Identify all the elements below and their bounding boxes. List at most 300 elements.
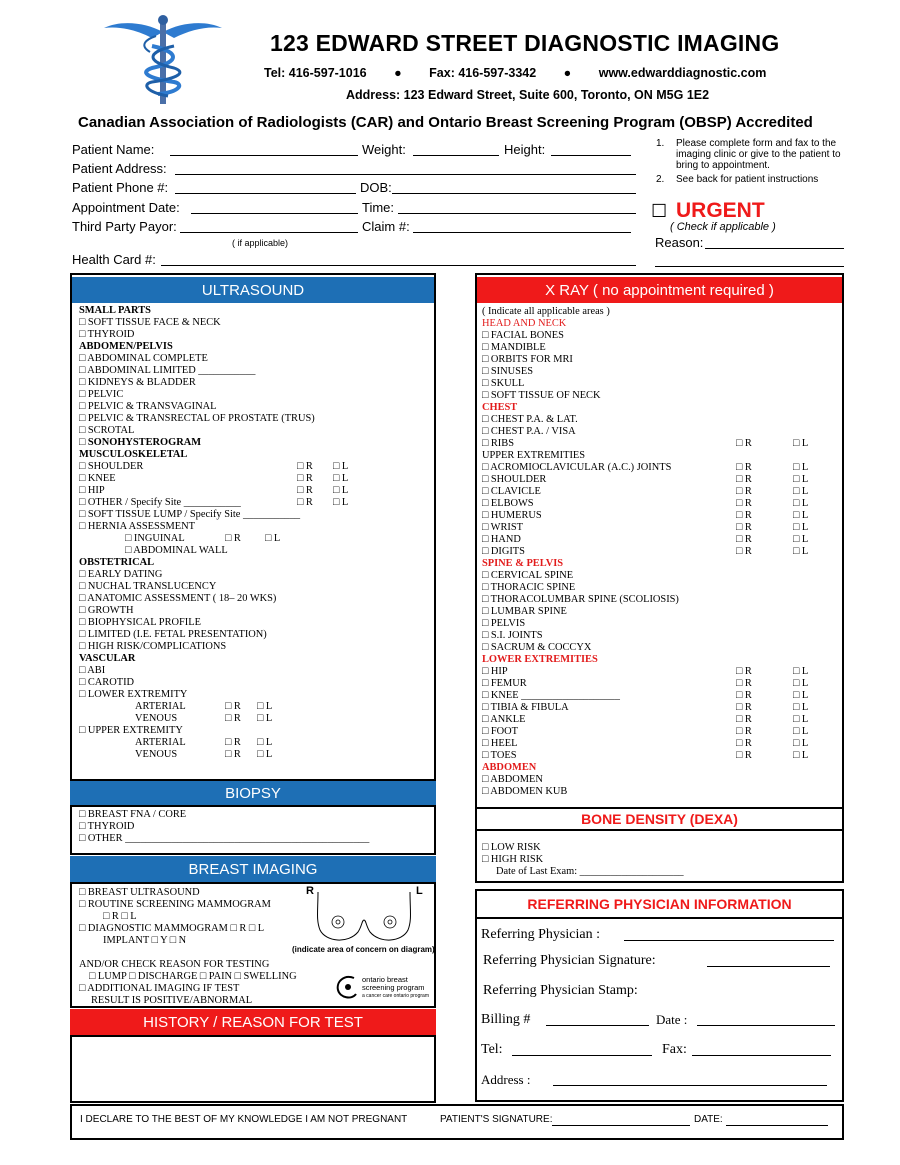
- patient-address-field[interactable]: [175, 174, 636, 175]
- clinic-phone: Tel: 416-597-1016: [264, 66, 367, 80]
- right-side-checkbox[interactable]: □ R: [736, 498, 752, 509]
- right-side-checkbox[interactable]: □ R: [736, 714, 752, 725]
- item-label: □ MANDIBLE: [482, 342, 546, 353]
- weight-label: Weight:: [362, 142, 406, 157]
- right-side-checkbox[interactable]: □ R: [736, 474, 752, 485]
- accreditation-line: Canadian Association of Radiologists (CAR) and Ontario Breast Screening Program (OBSP) Accredited: [78, 114, 813, 131]
- item-label: HEAD AND NECK: [482, 318, 567, 329]
- checkbox-item[interactable]: [79, 923, 319, 935]
- checkbox-item[interactable]: [79, 533, 429, 545]
- item-label: ABDOMEN: [482, 762, 537, 773]
- biopsy-header: BIOPSY: [70, 781, 436, 805]
- item-label: □ INGUINAL: [125, 533, 185, 544]
- left-side-checkbox[interactable]: □ L: [793, 738, 809, 749]
- item-label: □ THORACOLUMBAR SPINE (SCOLIOSIS): [482, 594, 679, 605]
- referring-header: REFERRING PHYSICIAN INFORMATION: [477, 891, 842, 919]
- left-side-checkbox[interactable]: □ L: [333, 485, 349, 496]
- item-label: VASCULAR: [79, 653, 136, 664]
- item-label: □ HUMERUS: [482, 510, 542, 521]
- diagram-right-label: R: [306, 885, 314, 897]
- section-heading: [79, 959, 319, 971]
- clinic-fax: Fax: 416-597-3342: [429, 66, 537, 80]
- right-side-checkbox[interactable]: □ R: [736, 522, 752, 533]
- clinic-website[interactable]: www.edwarddiagnostic.com: [598, 66, 767, 80]
- checkbox-item[interactable]: [79, 581, 429, 593]
- right-side-checkbox[interactable]: □ R: [297, 497, 313, 508]
- xray-header: X RAY ( no appointment required ): [477, 277, 842, 303]
- checkbox-item[interactable]: [79, 665, 429, 677]
- referring-tel-field[interactable]: [512, 1055, 652, 1056]
- checkbox-item[interactable]: [482, 702, 837, 714]
- ultrasound-list: [79, 305, 429, 761]
- item-label: ARTERIAL: [135, 701, 186, 712]
- item-label: □ ROUTINE SCREENING MAMMOGRAM: [79, 899, 271, 910]
- instruction-number: 2.: [656, 174, 665, 185]
- patient-name-label: Patient Name:: [72, 142, 155, 157]
- item-label: SPINE & PELVIS: [482, 558, 564, 569]
- item-label: □ KNEE: [79, 473, 116, 484]
- clinic-address: Address: 123 Edward Street, Suite 600, Toronto, ON M5G 1E2: [346, 88, 710, 102]
- checkbox-item[interactable]: [482, 570, 837, 582]
- checkbox-item[interactable]: [79, 887, 319, 899]
- item-label: □ SOFT TISSUE OF NECK: [482, 390, 601, 401]
- item-label: SMALL PARTS: [79, 305, 151, 316]
- right-side-checkbox[interactable]: □ R: [297, 473, 313, 484]
- right-side-checkbox[interactable]: □ R: [736, 750, 752, 761]
- item-label: □ NUCHAL TRANSLUCENCY: [79, 581, 217, 592]
- referring-physician-label: Referring Physician :: [481, 927, 600, 942]
- item-label: □ CERVICAL SPINE: [482, 570, 574, 581]
- checkbox-item[interactable]: [482, 678, 837, 690]
- ultrasound-header: ULTRASOUND: [72, 277, 434, 303]
- item-label: □ WRIST: [482, 522, 524, 533]
- caduceus-logo: [100, 12, 226, 108]
- section-heading: [79, 437, 429, 449]
- weight-field[interactable]: [413, 155, 499, 156]
- item-label: □ ABDOMINAL COMPLETE: [79, 353, 208, 364]
- referring-address-field[interactable]: [553, 1085, 827, 1086]
- checkbox-item[interactable]: [482, 582, 837, 594]
- health-card-label: Health Card #:: [72, 252, 156, 267]
- checkbox-item[interactable]: [79, 983, 319, 995]
- checkbox-item[interactable]: [79, 329, 429, 341]
- breast-diagram[interactable]: [312, 890, 416, 944]
- item-label: □ HIP: [482, 666, 508, 677]
- left-side-checkbox[interactable]: □ L: [793, 510, 809, 521]
- right-side-checkbox[interactable]: □ R: [736, 534, 752, 545]
- right-side-checkbox[interactable]: □ R: [736, 510, 752, 521]
- item-label: □ UPPER EXTREMITY: [79, 725, 183, 736]
- item-label: MUSCULOSKELETAL: [79, 449, 188, 460]
- checkbox-item[interactable]: [482, 546, 837, 558]
- checkbox-item[interactable]: [79, 677, 429, 689]
- separator-bullet: ●: [394, 66, 402, 80]
- item-label: □ SACRUM & COCCYX: [482, 642, 592, 653]
- diagram-left-label: L: [416, 885, 423, 897]
- item-label: □ HIGH RISK: [482, 854, 544, 865]
- checkbox-item[interactable]: [79, 725, 429, 737]
- patient-signature-field[interactable]: [552, 1125, 690, 1126]
- checkbox-item[interactable]: [482, 438, 837, 450]
- referring-fax-field[interactable]: [692, 1055, 831, 1056]
- referring-address-label: Address :: [481, 1072, 531, 1087]
- item-label: □ PELVIC & TRANSVAGINAL: [79, 401, 217, 412]
- checkbox-item[interactable]: [79, 617, 429, 629]
- section-heading: [482, 318, 837, 330]
- item-label: □ TIBIA & FIBULA: [482, 702, 569, 713]
- patient-phone-label: Patient Phone #:: [72, 180, 169, 195]
- item-label: ABDOMEN/PELVIS: [79, 341, 173, 352]
- left-side-checkbox[interactable]: □ L: [793, 666, 809, 677]
- checkbox-item[interactable]: [79, 569, 429, 581]
- left-side-checkbox[interactable]: □ L: [333, 473, 349, 484]
- item-label: □ OTHER / Specify Site ___________: [79, 497, 241, 508]
- section-heading: [482, 558, 837, 570]
- left-side-checkbox[interactable]: □ L: [793, 726, 809, 737]
- item-label: □ PELVIS: [482, 618, 526, 629]
- checkbox-item[interactable]: [482, 714, 837, 726]
- dexa-list: [482, 842, 837, 878]
- referring-stamp-label: Referring Physician Stamp:: [483, 983, 638, 998]
- item-label: □ GROWTH: [79, 605, 134, 616]
- item-label: □ DIGITS: [482, 546, 525, 557]
- checkbox-item[interactable]: [482, 642, 837, 654]
- referring-fax-label: Fax:: [662, 1042, 687, 1057]
- item-label: IMPLANT □ Y □ N: [103, 935, 187, 946]
- checkbox-item[interactable]: [482, 594, 837, 606]
- checkbox-item[interactable]: [79, 353, 429, 365]
- height-field[interactable]: [551, 155, 631, 156]
- height-label: Height:: [504, 142, 546, 157]
- history-field[interactable]: [70, 1035, 436, 1103]
- item-label: □ LOW RISK: [482, 842, 541, 853]
- left-side-checkbox[interactable]: □ L: [793, 486, 809, 497]
- instruction-1: Please complete form and fax to the imaging clinic or give to the patient to bring to appointment.: [676, 138, 841, 171]
- breast-imaging-list: [79, 887, 319, 1007]
- item-label: □ LUMP □ DISCHARGE □ PAIN □ SWELLING: [89, 971, 297, 982]
- section-heading: [482, 866, 837, 878]
- item-label: □ HAND: [482, 534, 521, 545]
- checkbox-item[interactable]: [482, 630, 837, 642]
- left-side-checkbox[interactable]: □ L: [793, 534, 809, 545]
- checkbox-item[interactable]: [79, 971, 319, 983]
- checkbox-item[interactable]: [482, 738, 837, 750]
- right-side-checkbox[interactable]: □ R: [736, 726, 752, 737]
- section-heading: [482, 306, 837, 318]
- footer-date-label: DATE:: [694, 1114, 723, 1125]
- section-heading: [79, 557, 429, 569]
- item-label: VENOUS: [135, 749, 178, 760]
- item-label: □ SKULL: [482, 378, 525, 389]
- right-side-checkbox[interactable]: □ R: [736, 678, 752, 689]
- checkbox-item[interactable]: [79, 605, 429, 617]
- item-label: OBSTETRICAL: [79, 557, 155, 568]
- instruction-2: See back for patient instructions: [676, 174, 819, 185]
- left-side-checkbox[interactable]: □ L: [793, 714, 809, 725]
- item-label: □ LOWER EXTREMITY: [79, 689, 188, 700]
- left-side-checkbox[interactable]: □ L: [333, 497, 349, 508]
- checkbox-item[interactable]: [79, 461, 429, 473]
- right-side-checkbox[interactable]: □ R: [225, 533, 241, 544]
- pregnancy-declaration: I DECLARE TO THE BEST OF MY KNOWLEDGE I AM NOT PREGNANT: [80, 1114, 408, 1125]
- checkbox-item[interactable]: [482, 690, 837, 702]
- section-heading: [79, 305, 429, 317]
- item-label: □ CHEST P.A. / VISA: [482, 426, 576, 437]
- item-label: □ ABI: [79, 665, 106, 676]
- checkbox-item[interactable]: [79, 521, 429, 533]
- left-side-checkbox[interactable]: □ L: [793, 750, 809, 761]
- item-label: RESULT IS POSITIVE/ABNORMAL: [91, 995, 253, 1006]
- left-side-checkbox[interactable]: □ L: [793, 702, 809, 713]
- item-label: □ ACROMIOCLAVICULAR (A.C.) JOINTS: [482, 462, 672, 473]
- checkbox-item[interactable]: [79, 497, 429, 509]
- dob-label: DOB:: [360, 180, 392, 195]
- checkbox-item[interactable]: [482, 330, 837, 342]
- checkbox-item[interactable]: [482, 750, 837, 762]
- checkbox-item[interactable]: [79, 389, 429, 401]
- referring-signature-field[interactable]: [707, 966, 830, 967]
- left-side-checkbox[interactable]: □ L: [793, 474, 809, 485]
- section-heading: [79, 947, 319, 959]
- left-side-checkbox[interactable]: □ L: [257, 713, 273, 724]
- checkbox-item[interactable]: [482, 606, 837, 618]
- left-side-checkbox[interactable]: □ L: [257, 701, 273, 712]
- urgent-reason-field-2[interactable]: [655, 266, 844, 267]
- urgent-label: URGENT: [676, 199, 765, 222]
- footer-date-field[interactable]: [726, 1125, 828, 1126]
- left-side-checkbox[interactable]: □ L: [793, 678, 809, 689]
- left-side-checkbox[interactable]: □ L: [265, 533, 281, 544]
- checkbox-item[interactable]: [482, 474, 837, 486]
- item-label: CHEST: [482, 402, 518, 413]
- right-side-checkbox[interactable]: □ R: [736, 546, 752, 557]
- item-label: □ SINUSES: [482, 366, 534, 377]
- breast-imaging-header: BREAST IMAGING: [70, 856, 436, 882]
- item-label: UPPER EXTREMITIES: [482, 450, 586, 461]
- item-label: □ S.I. JOINTS: [482, 630, 543, 641]
- item-label: □ SOFT TISSUE FACE & NECK: [79, 317, 221, 328]
- checkbox-item[interactable]: [482, 618, 837, 630]
- checkbox-item[interactable]: [482, 498, 837, 510]
- right-side-checkbox[interactable]: □ R: [736, 666, 752, 677]
- checkbox-item[interactable]: [79, 593, 429, 605]
- obsp-name-line-1: ontario breast: [362, 975, 408, 984]
- time-field[interactable]: [398, 213, 636, 214]
- time-label: Time:: [362, 200, 395, 215]
- item-label: □ ELBOWS: [482, 498, 534, 509]
- checkbox-item[interactable]: [482, 842, 837, 854]
- item-label: □ CLAVICLE: [482, 486, 541, 497]
- item-label: □ ADDITIONAL IMAGING IF TEST: [79, 983, 240, 994]
- checkbox-item[interactable]: [482, 486, 837, 498]
- referring-date-label: Date :: [656, 1012, 688, 1027]
- right-side-checkbox[interactable]: □ R: [297, 485, 313, 496]
- checkbox-item[interactable]: [79, 413, 429, 425]
- checkbox-item[interactable]: [79, 833, 429, 845]
- checkbox-item[interactable]: [79, 485, 429, 497]
- checkbox-item[interactable]: [79, 821, 429, 833]
- item-label: □ BIOPHYSICAL PROFILE: [79, 617, 201, 628]
- item-label: □ FACIAL BONES: [482, 330, 564, 341]
- obsp-logo-icon: [334, 974, 360, 1000]
- right-side-checkbox[interactable]: □ R: [297, 461, 313, 472]
- right-side-checkbox[interactable]: □ R: [736, 438, 752, 449]
- item-label: □ OTHER _______________________________________________: [79, 833, 370, 844]
- right-side-checkbox[interactable]: □ R: [225, 701, 241, 712]
- left-side-checkbox[interactable]: □ L: [793, 438, 809, 449]
- dob-field[interactable]: [392, 193, 636, 194]
- right-side-checkbox[interactable]: □ R: [736, 702, 752, 713]
- left-side-checkbox[interactable]: □ L: [793, 462, 809, 473]
- section-heading: [79, 341, 429, 353]
- checkbox-item[interactable]: [482, 786, 837, 798]
- urgent-reason-field[interactable]: [705, 248, 844, 249]
- item-label: LOWER EXTREMITIES: [482, 654, 598, 665]
- appointment-date-field[interactable]: [191, 213, 358, 214]
- referring-date-field[interactable]: [697, 1025, 835, 1026]
- item-label: □ SOFT TISSUE LUMP / Specify Site ___________: [79, 509, 301, 520]
- checkbox-item[interactable]: [79, 689, 429, 701]
- item-label: AND/OR CHECK REASON FOR TESTING: [79, 959, 270, 970]
- checkbox-item[interactable]: [79, 317, 429, 329]
- history-header: HISTORY / REASON FOR TEST: [70, 1009, 436, 1035]
- item-label: □ CAROTID: [79, 677, 135, 688]
- item-label: □ KIDNEYS & BLADDER: [79, 377, 196, 388]
- item-label: □ BREAST FNA / CORE: [79, 809, 187, 820]
- obsp-logo-text: [362, 976, 429, 1000]
- checkbox-item[interactable]: [482, 462, 837, 474]
- patient-phone-field[interactable]: [175, 193, 356, 194]
- item-label: □ THORACIC SPINE: [482, 582, 576, 593]
- section-heading: [482, 762, 837, 774]
- section-heading: [482, 450, 837, 462]
- checkbox-item[interactable]: [482, 426, 837, 438]
- checkbox-item[interactable]: [482, 666, 837, 678]
- checkbox-item[interactable]: [482, 378, 837, 390]
- section-heading: [79, 737, 429, 749]
- item-label: □ LIMITED (I.E. FETAL PRESENTATION): [79, 629, 267, 640]
- right-side-checkbox[interactable]: □ R: [736, 486, 752, 497]
- section-heading: [79, 653, 429, 665]
- checkbox-item[interactable]: [79, 545, 429, 557]
- item-label: □ EARLY DATING: [79, 569, 163, 580]
- diagram-note: (indicate area of concern on diagram): [292, 945, 435, 954]
- checkbox-item[interactable]: [482, 414, 837, 426]
- checkbox-item[interactable]: [482, 510, 837, 522]
- checkbox-item[interactable]: [79, 365, 429, 377]
- item-label: □ SCROTAL: [79, 425, 135, 436]
- left-side-checkbox[interactable]: □ L: [793, 498, 809, 509]
- item-label: ( Indicate all applicable areas ): [482, 306, 610, 317]
- left-side-checkbox[interactable]: □ L: [257, 737, 273, 748]
- urgent-checkbox[interactable]: ☐: [651, 201, 668, 221]
- right-side-checkbox[interactable]: □ R: [225, 749, 241, 760]
- checkbox-item[interactable]: [482, 774, 837, 786]
- checkbox-item[interactable]: [79, 899, 319, 911]
- item-label: □ ANKLE: [482, 714, 526, 725]
- checkbox-item[interactable]: [79, 809, 429, 821]
- checkbox-item[interactable]: [482, 854, 837, 866]
- item-label: □ ABDOMEN KUB: [482, 786, 568, 797]
- item-label: □ HERNIA ASSESSMENT: [79, 521, 195, 532]
- item-label: □ ANATOMIC ASSESSMENT ( 18– 20 WKS): [79, 593, 277, 604]
- urgent-note: ( Check if applicable ): [670, 221, 776, 233]
- checkbox-item[interactable]: [482, 366, 837, 378]
- health-card-field[interactable]: [161, 265, 636, 266]
- section-heading: [482, 402, 837, 414]
- checkbox-item[interactable]: [79, 911, 319, 923]
- section-heading: [79, 995, 319, 1007]
- left-side-checkbox[interactable]: □ L: [333, 461, 349, 472]
- patient-address-label: Patient Address:: [72, 161, 167, 176]
- checkbox-item[interactable]: [482, 354, 837, 366]
- item-label: □ DIAGNOSTIC MAMMOGRAM □ R □ L: [79, 923, 265, 934]
- left-side-checkbox[interactable]: □ L: [793, 546, 809, 557]
- billing-field[interactable]: [546, 1025, 649, 1026]
- item-label: □ R □ L: [103, 911, 137, 922]
- item-label: □ KNEE ___________________: [482, 690, 620, 701]
- biopsy-list: [79, 809, 429, 845]
- item-label: □ SHOULDER: [482, 474, 547, 485]
- contact-line: [264, 66, 766, 80]
- item-label: □ RIBS: [482, 438, 514, 449]
- checkbox-item[interactable]: [482, 522, 837, 534]
- checkbox-item[interactable]: [79, 641, 429, 653]
- checkbox-item[interactable]: [482, 726, 837, 738]
- item-label: □ ABDOMEN: [482, 774, 543, 785]
- appointment-date-label: Appointment Date:: [72, 200, 180, 215]
- item-label: □ BREAST ULTRASOUND: [79, 887, 200, 898]
- checkbox-item[interactable]: [482, 534, 837, 546]
- right-side-checkbox[interactable]: □ R: [225, 737, 241, 748]
- item-label: □ SONOHYSTEROGRAM: [79, 437, 202, 448]
- right-side-checkbox[interactable]: □ R: [736, 738, 752, 749]
- referring-physician-field[interactable]: [624, 940, 834, 941]
- patient-name-field[interactable]: [170, 155, 358, 156]
- third-party-payor-field[interactable]: [180, 232, 358, 233]
- left-side-checkbox[interactable]: □ L: [257, 749, 273, 760]
- checkbox-item[interactable]: [482, 342, 837, 354]
- billing-label: Billing #: [481, 1012, 531, 1027]
- right-side-checkbox[interactable]: □ R: [736, 462, 752, 473]
- left-side-checkbox[interactable]: □ L: [793, 522, 809, 533]
- checkbox-item[interactable]: [79, 629, 429, 641]
- right-side-checkbox[interactable]: □ R: [225, 713, 241, 724]
- checkbox-item[interactable]: [79, 509, 429, 521]
- patient-signature-label: PATIENT'S SIGNATURE:: [440, 1114, 553, 1125]
- item-label: ARTERIAL: [135, 737, 186, 748]
- item-label: VENOUS: [135, 713, 178, 724]
- item-label: □ ABDOMINAL WALL: [125, 545, 228, 556]
- checkbox-item[interactable]: [79, 377, 429, 389]
- section-heading: [79, 449, 429, 461]
- item-label: □ ABDOMINAL LIMITED ___________: [79, 365, 256, 376]
- item-label: □ PELVIC: [79, 389, 124, 400]
- checkbox-item[interactable]: [79, 473, 429, 485]
- item-label: □ PELVIC & TRANSRECTAL OF PROSTATE (TRUS): [79, 413, 315, 424]
- item-label: Date of Last Exam: ____________________: [496, 866, 684, 877]
- checkbox-item[interactable]: [482, 390, 837, 402]
- right-side-checkbox[interactable]: □ R: [736, 690, 752, 701]
- item-label: □ FOOT: [482, 726, 519, 737]
- checkbox-item[interactable]: [79, 401, 429, 413]
- left-side-checkbox[interactable]: □ L: [793, 690, 809, 701]
- checkbox-item[interactable]: [79, 425, 429, 437]
- urgent-reason-label: Reason:: [655, 235, 704, 250]
- third-party-payor-label: Third Party Payor:: [72, 219, 177, 234]
- claim-field[interactable]: [413, 232, 631, 233]
- referring-tel-label: Tel:: [481, 1042, 503, 1057]
